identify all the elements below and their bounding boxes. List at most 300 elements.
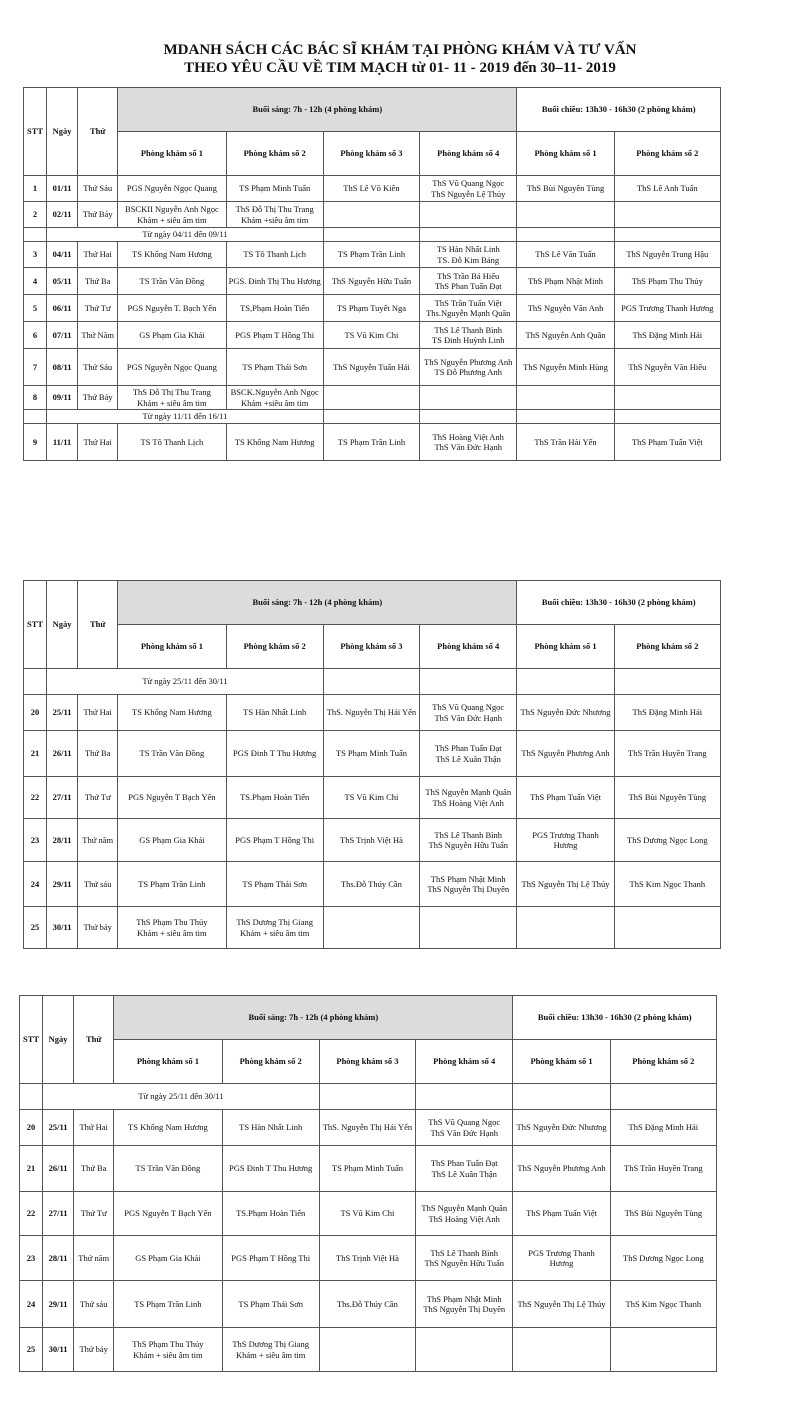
doctor-cell-morning bbox=[323, 295, 419, 322]
doctor-name: TS Trần Văn Đồng bbox=[139, 748, 205, 759]
date-range-row bbox=[24, 228, 721, 242]
doctor-name: ThS Phan Tuấn Đạt bbox=[430, 1158, 498, 1168]
empty-cell bbox=[24, 410, 47, 424]
doctor-name: TS Phạm Trần Linh bbox=[337, 249, 406, 260]
table-row bbox=[24, 242, 721, 268]
doctor-cell-afternoon bbox=[517, 386, 614, 410]
schedule-table-1 bbox=[23, 87, 721, 461]
doctor-cell-afternoon bbox=[614, 176, 720, 202]
doctor-cell-morning bbox=[319, 1110, 415, 1146]
doctor-cell-morning bbox=[319, 1281, 415, 1328]
doctor-name: Ths.Đỗ Thúy Cần bbox=[336, 1298, 398, 1309]
row-number: 23 bbox=[20, 1236, 43, 1281]
table-row bbox=[20, 1236, 717, 1281]
doctor-cell-morning bbox=[420, 424, 517, 461]
doctor-name: ThS Nguyễn Tuấn Hải bbox=[333, 361, 410, 372]
doctor-cell-morning bbox=[420, 862, 517, 907]
row-date: 27/11 bbox=[43, 1192, 74, 1236]
header-stt: STT bbox=[24, 581, 47, 669]
doctor-cell-morning bbox=[420, 176, 517, 202]
doctor-name: ThS Kim Ngọc Thanh bbox=[625, 1298, 702, 1309]
schedule-table-3 bbox=[19, 995, 717, 1372]
doctor-cell-morning bbox=[420, 731, 517, 777]
doctor-cell-morning bbox=[114, 1236, 222, 1281]
doctor-name: TS Tô Thanh Lịch bbox=[140, 436, 204, 447]
row-date: 08/11 bbox=[47, 349, 78, 386]
doctor-cell-afternoon bbox=[614, 386, 720, 410]
doctor-cell-morning bbox=[323, 176, 419, 202]
doctor-name: TS Khổng Nam Hương bbox=[132, 249, 212, 260]
doctor-name: TS Vũ Kim Chi bbox=[340, 1208, 395, 1219]
doctor-cell-afternoon bbox=[513, 1110, 610, 1146]
doctor-cell-morning bbox=[118, 819, 226, 862]
doctor-name: ThS Trịnh Việt Hà bbox=[340, 834, 403, 845]
doctor-cell-afternoon bbox=[610, 1236, 716, 1281]
doctor-cell-afternoon bbox=[614, 907, 720, 949]
empty-cell bbox=[513, 1084, 610, 1110]
doctor-name: PGS Đinh T Thu Hương bbox=[233, 748, 317, 759]
row-weekday: Thứ Bảy bbox=[78, 386, 118, 410]
doctor-name: ThS Văn Đức Hạnh bbox=[434, 442, 502, 452]
doctor-name: PGS Trương Thanh Hương bbox=[621, 302, 714, 313]
empty-cell bbox=[319, 1084, 415, 1110]
row-number: 22 bbox=[24, 777, 47, 819]
row-number: 21 bbox=[20, 1146, 43, 1192]
doctor-name: TS.Phạm Hoàn Tiến bbox=[240, 792, 310, 803]
doctor-cell-morning bbox=[420, 295, 517, 322]
row-date: 09/11 bbox=[47, 386, 78, 410]
doctor-cell-morning bbox=[222, 1281, 319, 1328]
doctor-cell-afternoon bbox=[513, 1146, 610, 1192]
table-row bbox=[24, 819, 721, 862]
doctor-name: ThS Đặng Minh Hải bbox=[628, 1122, 699, 1133]
row-number: 7 bbox=[24, 349, 47, 386]
doctor-cell-morning bbox=[319, 1236, 415, 1281]
row-date: 29/11 bbox=[47, 862, 78, 907]
doctor-cell-afternoon bbox=[614, 202, 720, 228]
doctor-name: PGS Phạm T Hồng Thi bbox=[231, 1252, 311, 1263]
doctor-name: ThS Nguyễn Lệ Thủy bbox=[431, 188, 506, 199]
row-weekday: Thứ Năm bbox=[78, 322, 118, 349]
header-afternoon-room-1: Phòng khám số 1 bbox=[513, 1040, 610, 1084]
row-date: 26/11 bbox=[43, 1146, 74, 1192]
table-row bbox=[20, 1110, 717, 1146]
table-row bbox=[24, 176, 721, 202]
row-weekday: Thứ Ba bbox=[78, 268, 118, 295]
doctor-cell-afternoon bbox=[610, 1110, 716, 1146]
doctor-cell-morning bbox=[118, 386, 226, 410]
doctor-name: Khám + siêu âm tim bbox=[235, 1349, 306, 1360]
doctor-cell-morning bbox=[323, 242, 419, 268]
row-weekday: Thứ Ba bbox=[74, 1146, 114, 1192]
empty-cell bbox=[517, 228, 614, 242]
doctor-name: ThS Nguyễn Hữu Tuấn bbox=[331, 275, 412, 286]
doctor-name: ThS Phạm Tuấn Việt bbox=[526, 1208, 597, 1219]
header-morning-room-4: Phòng khám số 4 bbox=[416, 1040, 513, 1084]
table-row bbox=[24, 268, 721, 295]
doctor-cell-morning bbox=[323, 777, 419, 819]
doctor-name: ThS Lê Thanh Bình bbox=[434, 324, 503, 335]
doctor-name: ThS Lê Văn Tuấn bbox=[535, 249, 596, 260]
doctor-cell-morning bbox=[323, 695, 419, 731]
row-weekday: Thứ Hai bbox=[78, 424, 118, 461]
doctor-name: PGS Nguyễn Ngọc Quang bbox=[126, 361, 217, 372]
row-date: 07/11 bbox=[47, 322, 78, 349]
row-date: 01/11 bbox=[47, 176, 78, 202]
doctor-cell-morning bbox=[319, 1192, 415, 1236]
empty-cell bbox=[420, 410, 517, 424]
doctor-cell-morning bbox=[323, 349, 419, 386]
doctor-name: ThS Nguyễn Trung Hậu bbox=[626, 249, 709, 260]
header-date: Ngày bbox=[47, 581, 78, 669]
doctor-name: ThS Trần Tuấn Việt bbox=[434, 297, 502, 308]
doctor-name: TS Khổng Nam Hương bbox=[234, 436, 315, 447]
doctor-cell-afternoon bbox=[614, 242, 720, 268]
doctor-cell-afternoon bbox=[517, 349, 614, 386]
row-weekday: Thứ Sáu bbox=[78, 176, 118, 202]
doctor-name: PGS. Đinh Thị Thu Hương bbox=[228, 275, 321, 286]
row-weekday: Thứ Sáu bbox=[78, 349, 118, 386]
doctor-cell-morning bbox=[118, 268, 226, 295]
doctor-name: ThS Lê Xuân Thận bbox=[431, 1168, 497, 1179]
row-number: 23 bbox=[24, 819, 47, 862]
table-row bbox=[24, 295, 721, 322]
doctor-cell-morning bbox=[416, 1328, 513, 1372]
doctor-name: TS Vũ Kim Chi bbox=[344, 329, 399, 340]
header-morning-room-4: Phòng khám số 4 bbox=[420, 625, 517, 669]
doctor-cell-afternoon bbox=[610, 1192, 716, 1236]
header-afternoon-room-2: Phòng khám số 2 bbox=[614, 625, 720, 669]
row-date: 02/11 bbox=[47, 202, 78, 228]
doctor-cell-morning bbox=[118, 695, 226, 731]
doctor-name: ThS Phạm Nhật Minh bbox=[426, 1293, 502, 1304]
row-number: 20 bbox=[20, 1110, 43, 1146]
doctor-name: GS Phạm Gia Khải bbox=[139, 329, 205, 340]
doctor-name: ThS. Nguyễn Thị Hải Yến bbox=[322, 1122, 413, 1133]
doctor-cell-afternoon bbox=[517, 295, 614, 322]
row-number: 8 bbox=[24, 386, 47, 410]
date-range-row bbox=[24, 669, 721, 695]
row-date: 25/11 bbox=[43, 1110, 74, 1146]
doctor-cell-morning bbox=[226, 322, 323, 349]
doctor-name: ThS Nguyễn Hữu Tuấn bbox=[428, 840, 508, 850]
empty-cell bbox=[323, 228, 419, 242]
row-weekday: Thứ sáu bbox=[78, 862, 118, 907]
doctor-name: Khám +siêu âm tim bbox=[241, 397, 309, 408]
doctor-cell-afternoon bbox=[517, 862, 614, 907]
doctor-name: ThS Văn Đức Hạnh bbox=[430, 1127, 498, 1138]
row-date: 26/11 bbox=[47, 731, 78, 777]
doctor-name: ThS Nguyễn Anh Quân bbox=[525, 329, 606, 340]
doctor-name: ThS Phạm Nhật Minh bbox=[430, 873, 506, 884]
header-morning-room-3: Phòng khám số 3 bbox=[319, 1040, 415, 1084]
doctor-name: ThS Dương Ngọc Long bbox=[623, 1252, 704, 1263]
doctor-cell-morning bbox=[319, 1328, 415, 1372]
doctor-name: ThS Nguyễn Thị Duyên bbox=[423, 1304, 506, 1314]
doctor-cell-afternoon bbox=[517, 268, 614, 295]
doctor-name: TS Hàn Nhất Linh bbox=[239, 1122, 303, 1133]
doctor-cell-morning bbox=[226, 695, 323, 731]
doctor-name: TS Vũ Kim Chi bbox=[344, 792, 399, 803]
doctor-name: TS Phạm Tuyết Nga bbox=[336, 302, 407, 313]
doctor-cell-morning bbox=[114, 1328, 222, 1372]
doctor-name: TS Phạm Minh Tuấn bbox=[331, 1163, 403, 1174]
doctor-cell-morning bbox=[323, 424, 419, 461]
doctor-name: ThS Đỗ Thị Thu Trang bbox=[132, 387, 211, 397]
empty-cell bbox=[517, 410, 614, 424]
row-number: 21 bbox=[24, 731, 47, 777]
table-row bbox=[24, 386, 721, 410]
doctor-cell-morning bbox=[323, 862, 419, 907]
empty-cell bbox=[420, 228, 517, 242]
doctor-cell-morning bbox=[118, 176, 226, 202]
doctor-cell-afternoon bbox=[614, 349, 720, 386]
header-morning-session: Buổi sáng: 7h - 12h (4 phòng khám) bbox=[114, 996, 513, 1040]
doctor-name: ThS Nguyễn Đức Nhương bbox=[520, 707, 611, 718]
header-morning-room-1: Phòng khám số 1 bbox=[114, 1040, 222, 1084]
doctor-cell-afternoon bbox=[614, 777, 720, 819]
doctor-cell-morning bbox=[323, 819, 419, 862]
doctor-name: ThS Nguyễn Hữu Tuấn bbox=[424, 1258, 504, 1268]
header-morning-room-2: Phòng khám số 2 bbox=[226, 132, 323, 176]
doctor-cell-afternoon bbox=[517, 322, 614, 349]
header-morning-session: Buổi sáng: 7h - 12h (4 phòng khám) bbox=[118, 88, 517, 132]
doctor-cell-afternoon bbox=[517, 424, 614, 461]
doctor-name: ThS Vũ Quang Ngọc bbox=[428, 1117, 501, 1127]
row-weekday: Thứ Hai bbox=[78, 695, 118, 731]
doctor-cell-morning bbox=[323, 907, 419, 949]
row-weekday: Thứ sáu bbox=[74, 1281, 114, 1328]
doctor-name: Khám + siêu âm tim bbox=[133, 1349, 203, 1360]
doctor-cell-morning bbox=[114, 1281, 222, 1328]
header-date: Ngày bbox=[43, 996, 74, 1084]
doctor-name: ThS Nguyễn Phương Anh bbox=[517, 1163, 606, 1174]
doctor-cell-morning bbox=[323, 322, 419, 349]
doctor-cell-morning bbox=[420, 777, 517, 819]
row-number: 25 bbox=[24, 907, 47, 949]
doctor-cell-morning bbox=[319, 1146, 415, 1192]
doctor-cell-morning bbox=[118, 242, 226, 268]
doctor-name: ThS Dương Ngọc Long bbox=[627, 834, 708, 845]
doctor-name: ThS Đặng Minh Hải bbox=[632, 329, 703, 340]
empty-cell bbox=[323, 410, 419, 424]
row-date: 06/11 bbox=[47, 295, 78, 322]
row-date: 30/11 bbox=[43, 1328, 74, 1372]
row-number: 4 bbox=[24, 268, 47, 295]
doctor-name: ThS Đặng Minh Hải bbox=[632, 707, 703, 718]
row-date: 05/11 bbox=[47, 268, 78, 295]
doctor-cell-afternoon bbox=[614, 819, 720, 862]
doctor-name: ThS Nguyễn Mạnh Quân bbox=[425, 787, 512, 797]
doctor-name: BSCK.Nguyễn Anh Ngọc bbox=[230, 387, 319, 397]
doctor-cell-morning bbox=[226, 176, 323, 202]
doctor-name: ThS Nguyễn Mạnh Quân bbox=[421, 1203, 508, 1213]
row-date: 30/11 bbox=[47, 907, 78, 949]
doctor-cell-afternoon bbox=[513, 1281, 610, 1328]
doctor-name: PGS Nguyễn T. Bạch Yến bbox=[127, 302, 217, 313]
doctor-name: ThS Bùi Nguyên Tùng bbox=[526, 183, 605, 194]
doctor-cell-afternoon bbox=[517, 242, 614, 268]
row-number: 9 bbox=[24, 424, 47, 461]
doctor-cell-morning bbox=[226, 731, 323, 777]
doctor-cell-afternoon bbox=[610, 1281, 716, 1328]
doctor-cell-afternoon bbox=[610, 1328, 716, 1372]
doctor-cell-afternoon bbox=[614, 695, 720, 731]
doctor-cell-morning bbox=[420, 386, 517, 410]
doctor-name: TS,Phạm Hoàn Tiến bbox=[240, 302, 310, 313]
page-subtitle: THEO YÊU CẦU VỀ TIM MẠCH từ 01- 11 - 2019 đến 30–11- 2019 bbox=[184, 60, 616, 76]
doctor-name: Khám +siêu âm tim bbox=[241, 214, 309, 225]
doctor-cell-afternoon bbox=[517, 819, 614, 862]
header-day: Thứ bbox=[74, 996, 114, 1084]
header-afternoon-session: Buổi chiều: 13h30 - 16h30 (2 phòng khám) bbox=[517, 581, 721, 625]
doctor-cell-afternoon bbox=[614, 322, 720, 349]
doctor-cell-morning bbox=[118, 295, 226, 322]
empty-cell bbox=[614, 410, 720, 424]
empty-cell bbox=[517, 669, 614, 695]
row-number: 20 bbox=[24, 695, 47, 731]
doctor-name: TS Phạm Thái Sơn bbox=[242, 361, 307, 372]
doctor-cell-morning bbox=[416, 1146, 513, 1192]
doctor-cell-morning bbox=[323, 731, 419, 777]
doctor-name: TS Đinh Huỳnh Linh bbox=[431, 335, 505, 345]
header-afternoon-room-2: Phòng khám số 2 bbox=[614, 132, 720, 176]
doctor-name: PGS Đinh T Thu Hương bbox=[229, 1163, 313, 1174]
header-morning-room-2: Phòng khám số 2 bbox=[226, 625, 323, 669]
doctor-name: ThS Nguyễn Thị Lệ Thúy bbox=[521, 878, 610, 889]
doctor-cell-afternoon bbox=[614, 268, 720, 295]
date-range-note: Từ ngày 11/11 đến 16/11 bbox=[47, 410, 324, 424]
header-morning-room-3: Phòng khám số 3 bbox=[323, 132, 419, 176]
doctor-cell-morning bbox=[420, 349, 517, 386]
doctor-name: ThS Nguyễn Đức Nhương bbox=[516, 1122, 607, 1133]
row-date: 28/11 bbox=[43, 1236, 74, 1281]
header-afternoon-session: Buổi chiều: 13h30 - 16h30 (2 phòng khám) bbox=[513, 996, 717, 1040]
empty-cell bbox=[420, 669, 517, 695]
doctor-cell-morning bbox=[118, 907, 226, 949]
doctor-cell-morning bbox=[420, 268, 517, 295]
doctor-cell-morning bbox=[118, 202, 226, 228]
doctor-name: ThS Lê Thanh Bình bbox=[430, 1247, 499, 1258]
doctor-cell-morning bbox=[222, 1192, 319, 1236]
doctor-name: ThS Trịnh Việt Hà bbox=[336, 1252, 399, 1263]
doctor-cell-afternoon bbox=[614, 295, 720, 322]
doctor-name: ThS Nguyễn Thị Lệ Thúy bbox=[517, 1298, 606, 1309]
doctor-name: ThS Phạm Thu Thủy bbox=[631, 275, 703, 286]
doctor-cell-morning bbox=[420, 695, 517, 731]
doctor-cell-morning bbox=[114, 1192, 222, 1236]
doctor-name: TS.Phạm Hoàn Tiến bbox=[236, 1208, 306, 1219]
doctor-name: TS Đỗ Phương Anh bbox=[434, 367, 502, 377]
doctor-name: TS Phạm Thái Sơn bbox=[238, 1298, 303, 1309]
doctor-name: ThS Nguyễn Thị Duyên bbox=[427, 884, 510, 894]
doctor-name: TS Khổng Nam Hương bbox=[128, 1122, 208, 1133]
doctor-name: TS Trần Văn Đồng bbox=[135, 1163, 201, 1174]
doctor-name: ThS Lê Võ Kiên bbox=[343, 183, 400, 194]
doctor-name: ThS Phan Tuấn Đạt bbox=[434, 743, 502, 753]
doctor-cell-morning bbox=[222, 1236, 319, 1281]
doctor-name: ThS Trần Bá Hiếu bbox=[437, 270, 500, 281]
table-row bbox=[24, 862, 721, 907]
empty-cell bbox=[416, 1084, 513, 1110]
table-row bbox=[20, 1281, 717, 1328]
doctor-name: Khám + siêu âm tim bbox=[239, 927, 310, 938]
doctor-name: ThS Lê Xuân Thận bbox=[435, 753, 501, 764]
row-weekday: Thứ Tư bbox=[78, 295, 118, 322]
doctor-cell-morning bbox=[226, 862, 323, 907]
doctor-name: TS Phạm Minh Tuấn bbox=[239, 183, 311, 194]
doctor-cell-morning bbox=[416, 1236, 513, 1281]
header-day: Thứ bbox=[78, 581, 118, 669]
row-date: 25/11 bbox=[47, 695, 78, 731]
doctor-name: ThS Vũ Quang Ngọc bbox=[432, 702, 505, 712]
doctor-cell-morning bbox=[420, 322, 517, 349]
row-number: 24 bbox=[24, 862, 47, 907]
doctor-cell-morning bbox=[323, 202, 419, 228]
schedule-table-2 bbox=[23, 580, 721, 949]
doctor-name: PGS Trương Thanh Hương bbox=[528, 1247, 595, 1268]
header-morning-room-3: Phòng khám số 3 bbox=[323, 625, 419, 669]
doctor-cell-morning bbox=[226, 202, 323, 228]
doctor-name: Khám + siêu âm tim bbox=[137, 214, 207, 225]
table-row bbox=[20, 1328, 717, 1372]
doctor-name: ThS Vũ Quang Ngọc bbox=[432, 178, 505, 188]
table-row bbox=[24, 349, 721, 386]
header-afternoon-session: Buổi chiều: 13h30 - 16h30 (2 phòng khám) bbox=[517, 88, 721, 132]
row-number: 6 bbox=[24, 322, 47, 349]
doctor-name: GS Phạm Gia Khải bbox=[139, 834, 205, 845]
doctor-cell-morning bbox=[420, 819, 517, 862]
doctor-name: Ths.Đỗ Thúy Cần bbox=[340, 878, 402, 889]
empty-cell bbox=[323, 669, 419, 695]
doctor-cell-morning bbox=[416, 1281, 513, 1328]
doctor-name: ThS Lê Anh Tuấn bbox=[636, 183, 698, 194]
row-date: 29/11 bbox=[43, 1281, 74, 1328]
doctor-cell-morning bbox=[226, 349, 323, 386]
doctor-name: ThS Phạm Thu Thủy bbox=[132, 1339, 204, 1349]
doctor-name: TS Khổng Nam Hương bbox=[132, 707, 212, 718]
header-stt: STT bbox=[24, 88, 47, 176]
doctor-name: ThS Phạm Nhật Minh bbox=[528, 275, 603, 286]
row-number: 25 bbox=[20, 1328, 43, 1372]
empty-cell bbox=[614, 669, 720, 695]
doctor-name: ThS Văn Đức Hạnh bbox=[434, 712, 502, 723]
doctor-name: ThS Nguyễn Phương Anh bbox=[521, 748, 610, 759]
doctor-name: ThS Trần Huyền Trang bbox=[624, 1163, 703, 1174]
row-number: 22 bbox=[20, 1192, 43, 1236]
table-row bbox=[24, 731, 721, 777]
doctor-name: PGS Phạm T Hồng Thi bbox=[235, 329, 315, 340]
doctor-cell-morning bbox=[222, 1328, 319, 1372]
row-weekday: Thứ Tư bbox=[74, 1192, 114, 1236]
table-row bbox=[24, 695, 721, 731]
row-date: 28/11 bbox=[47, 819, 78, 862]
doctor-name: Khám + siêu âm tim bbox=[137, 927, 207, 938]
doctor-cell-morning bbox=[118, 862, 226, 907]
row-weekday: Thứ Hai bbox=[78, 242, 118, 268]
doctor-cell-afternoon bbox=[517, 176, 614, 202]
doctor-name: ThS Nguyễn Minh Hùng bbox=[523, 361, 608, 372]
doctor-cell-afternoon bbox=[517, 907, 614, 949]
empty-cell bbox=[20, 1084, 43, 1110]
doctor-cell-afternoon bbox=[517, 202, 614, 228]
doctor-name: PGS Nguyễn T Bạch Yến bbox=[128, 792, 216, 803]
row-date: 04/11 bbox=[47, 242, 78, 268]
doctor-cell-morning bbox=[226, 777, 323, 819]
doctor-name: ThS Phạm Thu Thủy bbox=[136, 917, 208, 927]
row-date: 11/11 bbox=[47, 424, 78, 461]
doctor-cell-morning bbox=[114, 1146, 222, 1192]
